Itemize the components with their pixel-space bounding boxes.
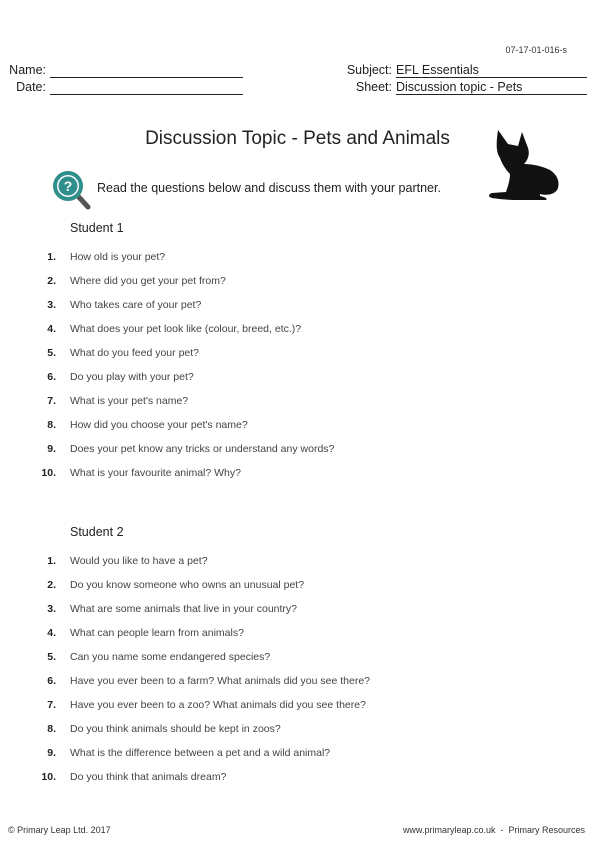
worksheet-code: 07-17-01-016-s	[505, 45, 567, 55]
question-number: 8.	[47, 419, 56, 431]
question-number: 6.	[47, 371, 56, 383]
question-number: 7.	[47, 699, 56, 711]
question-number: 3.	[47, 299, 56, 311]
name-label: Name:	[9, 63, 46, 77]
question-number: 8.	[47, 723, 56, 735]
question-number: 4.	[47, 323, 56, 335]
section-title-student-1: Student 1	[70, 221, 124, 235]
question-number: 5.	[47, 347, 56, 359]
question-text: Do you know someone who owns an unusual pet?	[70, 579, 305, 591]
question-number: 3.	[47, 603, 56, 615]
question-number: 1.	[47, 251, 56, 263]
question-text: What is the difference between a pet and a wild animal?	[70, 747, 331, 759]
question-text: Have you ever been to a zoo? What animals did you see there?	[70, 699, 366, 711]
question-item	[0, 723, 595, 739]
question-item	[0, 419, 595, 435]
magnifier-question-icon	[52, 170, 92, 210]
question-text: Would you like to have a pet?	[70, 555, 208, 567]
question-text: Can you name some endangered species?	[70, 651, 271, 663]
subject-label: Subject:	[346, 63, 392, 77]
question-text: What is your favourite animal? Why?	[70, 467, 241, 479]
question-number: 9.	[47, 747, 56, 759]
question-text: Who takes care of your pet?	[70, 299, 202, 311]
question-text: Does your pet know any tricks or understand any words?	[70, 443, 335, 455]
question-number: 1.	[47, 555, 56, 567]
name-input-line[interactable]	[50, 63, 243, 78]
question-text: Do you play with your pet?	[70, 371, 194, 383]
question-text: How did you choose your pet's name?	[70, 419, 248, 431]
instruction-text: Read the questions below and discuss them with your partner.	[97, 181, 441, 195]
date-input-line[interactable]	[50, 80, 243, 95]
question-item	[0, 675, 595, 691]
question-item	[0, 323, 595, 339]
question-item	[0, 371, 595, 387]
question-item	[0, 347, 595, 363]
section-title-student-2: Student 2	[70, 525, 124, 539]
sheet-label: Sheet:	[355, 80, 392, 94]
question-item	[0, 771, 595, 787]
question-item	[0, 443, 595, 459]
question-text: What can people learn from animals?	[70, 627, 244, 639]
question-number: 5.	[47, 651, 56, 663]
page-title: Discussion Topic - Pets and Animals	[145, 128, 450, 149]
question-number: 6.	[47, 675, 56, 687]
footer-website: www.primaryleap.co.uk - Primary Resources	[402, 825, 585, 835]
question-number: 7.	[47, 395, 56, 407]
question-text: Do you think that animals dream?	[70, 771, 227, 783]
question-item	[0, 395, 595, 411]
question-item	[0, 555, 595, 571]
question-text: Where did you get your pet from?	[70, 275, 226, 287]
question-text: How old is your pet?	[70, 251, 166, 263]
question-text: What is your pet's name?	[70, 395, 189, 407]
question-text: Do you think animals should be kept in zoos?	[70, 723, 281, 735]
question-item	[0, 251, 595, 267]
date-label: Date:	[16, 80, 46, 94]
question-number: 10.	[41, 467, 56, 479]
question-number: 4.	[47, 627, 56, 639]
question-item	[0, 627, 595, 643]
question-text: What are some animals that live in your country?	[70, 603, 298, 615]
subject-value: EFL Essentials	[396, 63, 587, 78]
question-item	[0, 603, 595, 619]
question-item	[0, 747, 595, 763]
question-number: 9.	[47, 443, 56, 455]
question-text: What does your pet look like (colour, breed, etc.)?	[70, 323, 302, 335]
question-item	[0, 299, 595, 315]
question-number: 2.	[47, 275, 56, 287]
sheet-value: Discussion topic - Pets	[396, 80, 587, 95]
question-item	[0, 467, 595, 483]
svg-text:?: ?	[63, 178, 73, 194]
footer-copyright: © Primary Leap Ltd. 2017	[8, 825, 111, 835]
question-text: Have you ever been to a farm? What animals did you see there?	[70, 675, 370, 687]
dog-silhouette-icon	[488, 130, 563, 202]
question-number: 10.	[41, 771, 56, 783]
question-item	[0, 579, 595, 595]
question-item	[0, 651, 595, 667]
question-item	[0, 275, 595, 291]
question-item	[0, 699, 595, 715]
question-number: 2.	[47, 579, 56, 591]
question-text: What do you feed your pet?	[70, 347, 199, 359]
